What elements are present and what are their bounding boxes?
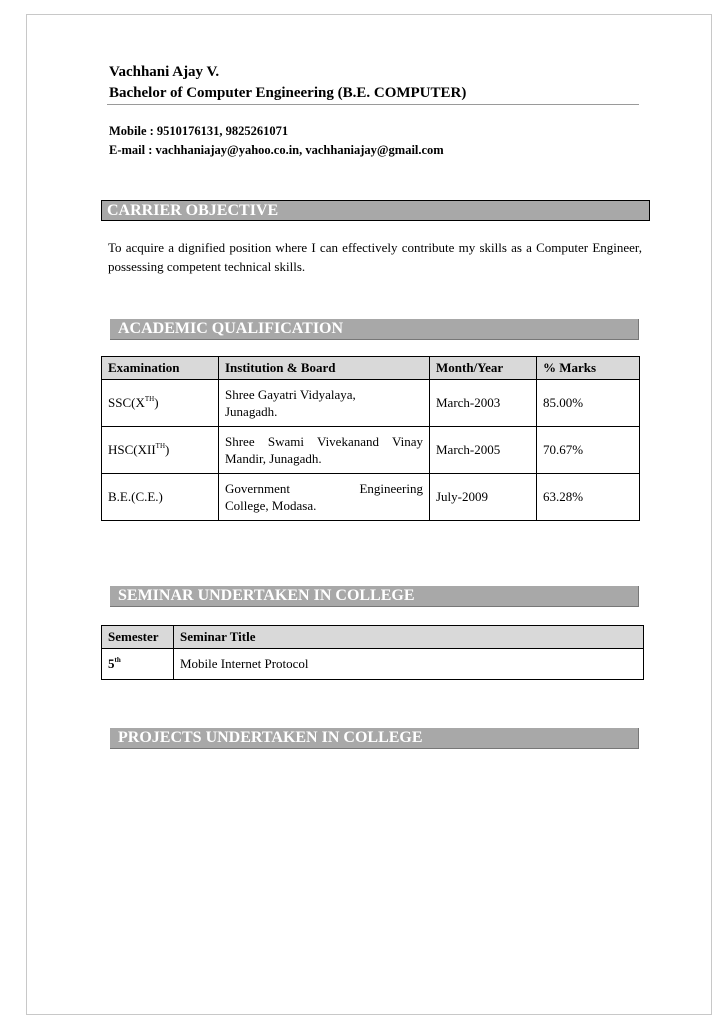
exam-cell: SSC(XTH) [102, 380, 219, 427]
exam-cell: HSC(XIITH) [102, 427, 219, 474]
email-line: E-mail : vachhaniajay@yahoo.co.in, vachhaniajay@gmail.com [109, 143, 444, 157]
table-row [102, 427, 640, 474]
academic-header-row [102, 357, 640, 380]
column-header: Examination [102, 357, 219, 380]
marks-cell: 85.00% [537, 380, 640, 427]
table-row [102, 649, 644, 680]
column-header: Institution & Board [219, 357, 430, 380]
institution-cell: Shree Swami Vivekanand Vinay Mandir, Junagadh. [219, 427, 430, 474]
objective-heading: CARRIER OBJECTIVE [101, 200, 650, 221]
degree-title: Bachelor of Computer Engineering (B.E. COMPUTER) [109, 85, 467, 101]
column-header: Semester [102, 626, 174, 649]
institution-cell: Shree Gayatri Vidyalaya, Junagadh. [219, 380, 430, 427]
column-header: % Marks [537, 357, 640, 380]
objective-text: To acquire a dignified position where I can effectively contribute my skills as a Computer Engineer, possessing competent technical skills. [108, 240, 642, 274]
month-cell: March-2005 [430, 427, 537, 474]
table-row [102, 380, 640, 427]
semester-cell: 5th [102, 649, 174, 680]
academic-table [101, 356, 640, 521]
marks-cell: 63.28% [537, 474, 640, 521]
marks-cell: 70.67% [537, 427, 640, 474]
seminar-header-row [102, 626, 644, 649]
candidate-name: Vachhani Ajay V. [109, 64, 220, 80]
seminar-table [101, 625, 644, 680]
seminar-title-cell: Mobile Internet Protocol [174, 649, 644, 680]
table-row [102, 474, 640, 521]
column-header: Seminar Title [174, 626, 644, 649]
projects-heading: PROJECTS UNDERTAKEN IN COLLEGE [110, 728, 639, 749]
column-header: Month/Year [430, 357, 537, 380]
header-divider [107, 104, 639, 105]
mobile-line: Mobile : 9510176131, 9825261071 [109, 124, 289, 138]
academic-heading: ACADEMIC QUALIFICATION [110, 319, 639, 340]
exam-cell: B.E.(C.E.) [102, 474, 219, 521]
month-cell: July-2009 [430, 474, 537, 521]
month-cell: March-2003 [430, 380, 537, 427]
institution-cell: Government Engineering College, Modasa. [219, 474, 430, 521]
seminar-heading: SEMINAR UNDERTAKEN IN COLLEGE [110, 586, 639, 607]
